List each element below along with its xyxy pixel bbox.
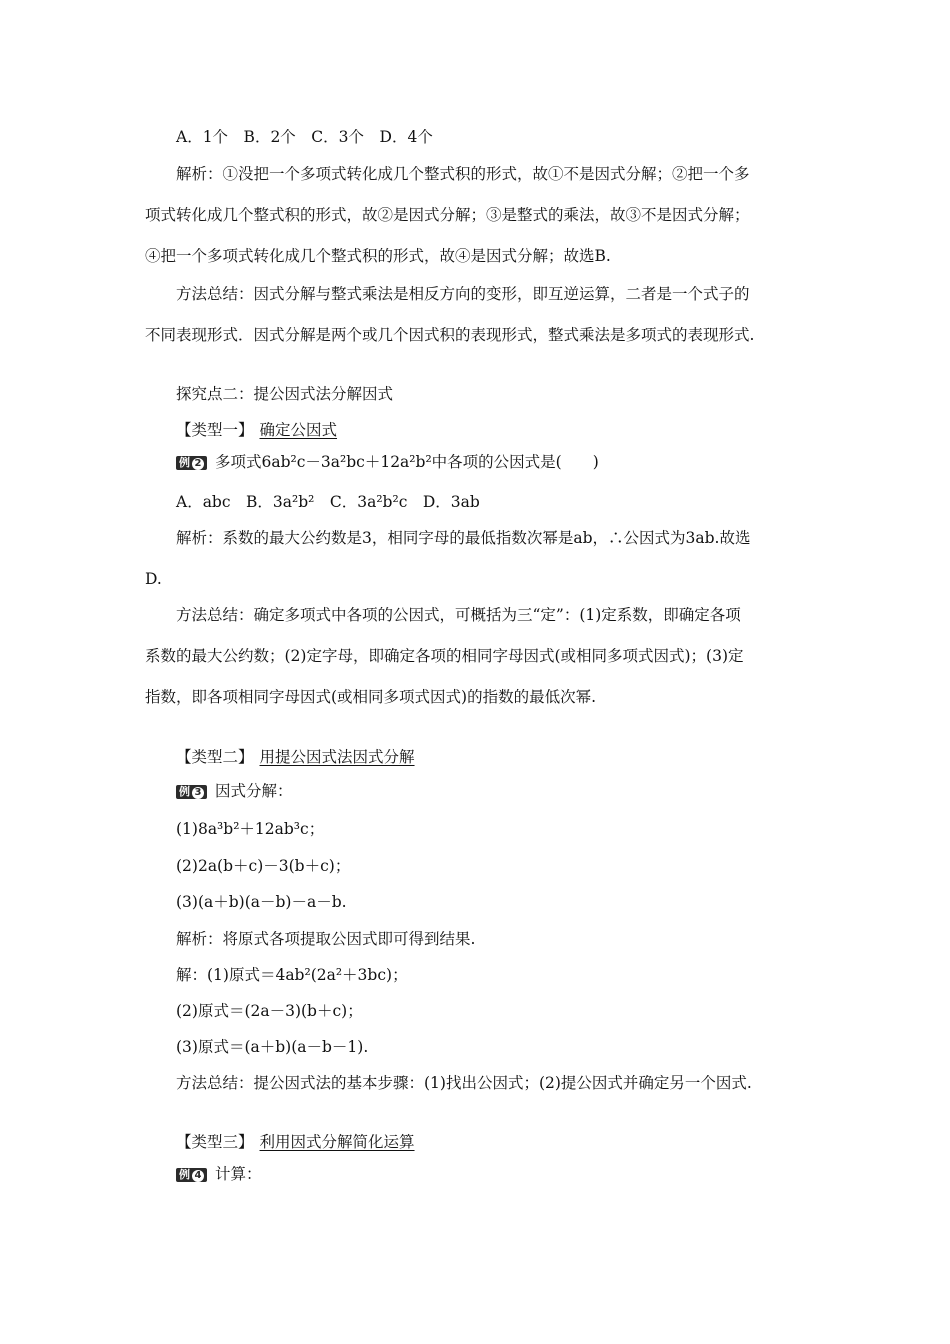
summary-2-line-2: 系数的最大公约数；(2)定字母，即确定各项的相同字母因式(或相同多项式因式)；(3)定 [145,647,744,665]
type-three-heading [176,1131,415,1153]
example-3-item-1: (1)8a³b²＋12ab³c； [176,820,325,838]
example-4-question [176,1163,262,1185]
summary-2-line-1: 方法总结：确定多项式中各项的公因式，可概括为三“定”：(1)定系数，即确定各项 [176,606,741,624]
solution-2: (2)原式＝(2a－3)(b＋c)； [176,1002,363,1020]
example-2-analysis: 解析：系数的最大公约数是3，相同字母的最低指数次幂是ab，∴公因式为3ab.故选 [176,529,751,547]
type-two-title: 用提公因式法因式分解 [259,748,415,766]
type-one-heading [176,419,337,441]
example-3-item-2: (2)2a(b＋c)－3(b＋c)； [176,857,351,875]
example-2-options: A．abc B．3a²b² C．3a²b²c D．3ab [176,493,480,511]
example-4-text: 计算： [215,1165,262,1183]
solution-1: 解：(1)原式＝4ab²(2a²＋3bc)； [176,966,408,984]
summary-line-1: 方法总结：因式分解与整式乘法是相反方向的变形，即互逆运算，二者是一个式子的 [176,285,750,303]
example-number: 3 [192,787,204,799]
type-one-label: 【类型一】 [176,421,254,439]
solution-3: (3)原式＝(a＋b)(a－b－1). [176,1038,369,1056]
example-number: 2 [192,458,204,470]
type-two-heading [176,746,415,768]
type-two-label: 【类型二】 [176,748,254,766]
analysis-line-2: 项式转化成几个整式积的形式，故②是因式分解；③是整式的乘法，故③不是因式分解； [145,206,750,224]
answer-options: A．1个 B．2个 C．3个 D．4个 [176,128,433,146]
type-three-label: 【类型三】 [176,1133,254,1151]
example-number: 4 [192,1170,204,1182]
example-3-analysis: 解析：将原式各项提取公因式即可得到结果. [176,930,476,948]
example-3-text: 因式分解： [215,782,293,800]
summary-2-line-3: 指数，即各项相同字母因式(或相同多项式因式)的指数的最低次幂. [145,688,597,706]
section-heading: 探究点二：提公因式法分解因式 [176,385,394,403]
example-badge: 例 2 [176,456,207,470]
example-badge: 例 3 [176,785,207,799]
example-2-text: 多项式6ab²c－3a²bc＋12a²b²中各项的公因式是( ) [215,453,599,471]
type-three-title: 利用因式分解简化运算 [259,1133,415,1151]
summary-3: 方法总结：提公因式法的基本步骤：(1)找出公因式；(2)提公因式并确定另一个因式. [176,1074,752,1092]
analysis-line-3: ④把一个多项式转化成几个整式积的形式，故④是因式分解；故选B. [145,247,611,265]
example-2-question [176,451,599,473]
type-one-title: 确定公因式 [259,421,338,439]
example-2-analysis-end: D. [145,570,162,588]
summary-line-2: 不同表现形式．因式分解是两个或几个因式积的表现形式，整式乘法是多项式的表现形式. [145,326,755,344]
example-3-question [176,780,293,802]
example-badge: 例 4 [176,1168,207,1182]
analysis-line-1: 解析：①没把一个多项式转化成几个整式积的形式，故①不是因式分解；②把一个多 [176,165,750,183]
example-3-item-3: (3)(a＋b)(a－b)－a－b. [176,893,347,911]
